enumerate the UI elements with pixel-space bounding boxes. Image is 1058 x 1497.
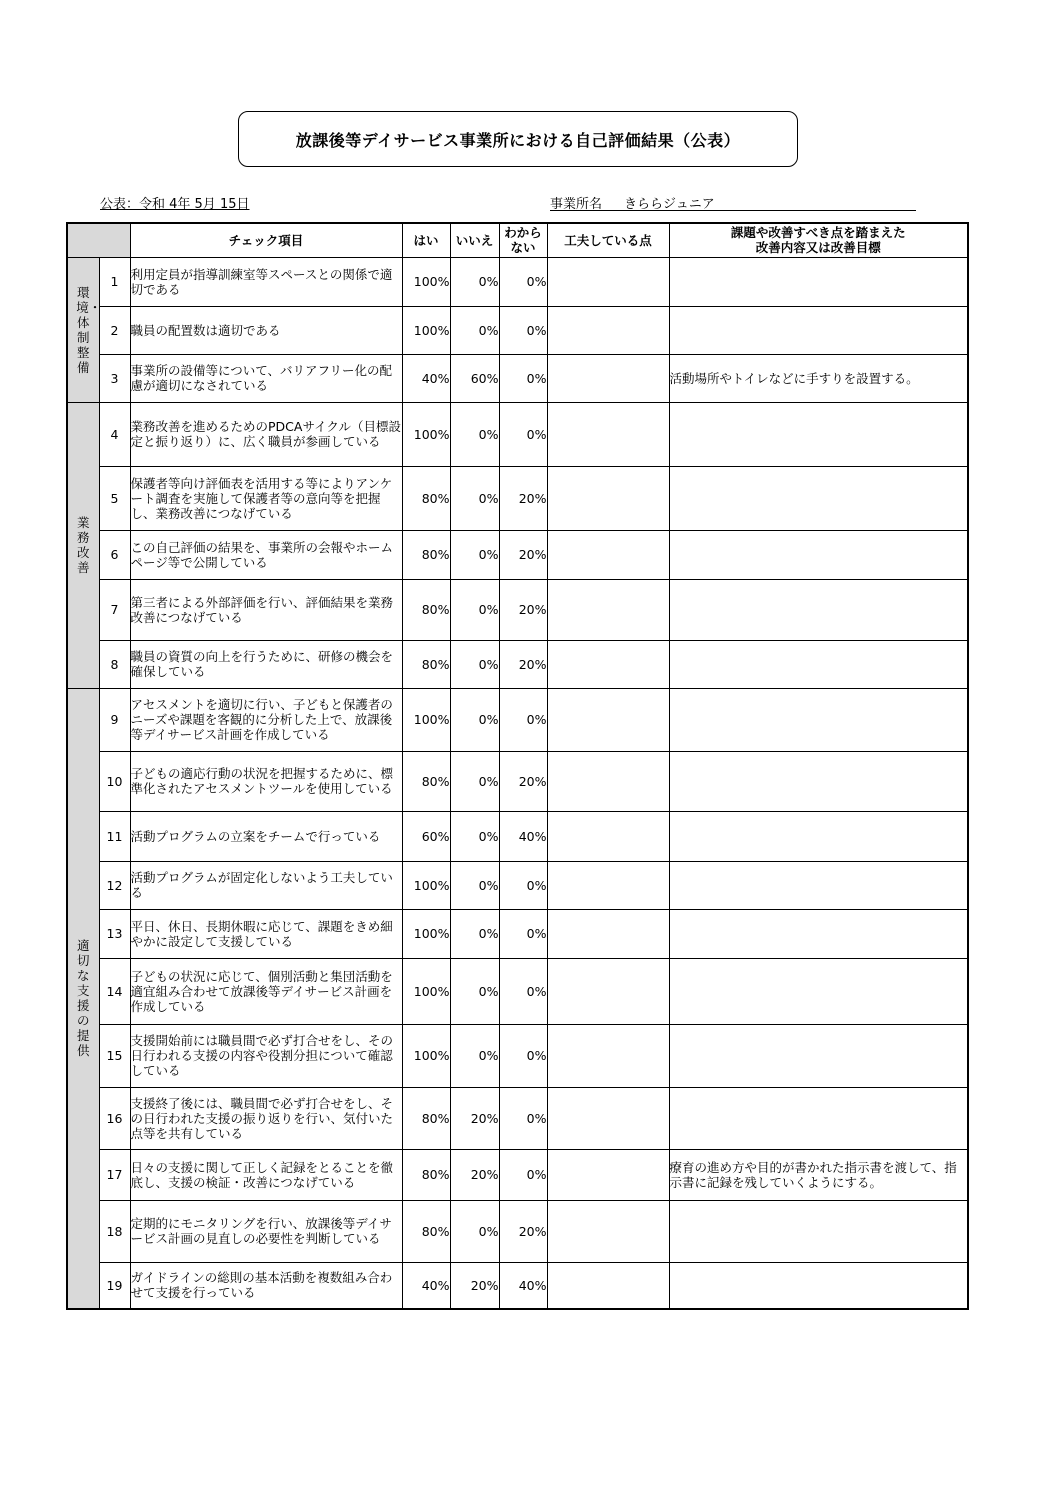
evaluation-table [66, 222, 969, 1310]
improvement-cell [669, 688, 968, 751]
yes-percent: 100% [402, 1024, 450, 1087]
effort-cell [547, 579, 669, 640]
header-improvement-line2: 改善内容又は改善目標 [755, 240, 881, 256]
yes-percent: 100% [402, 861, 450, 909]
improvement-cell [669, 306, 968, 354]
yes-percent: 40% [402, 1262, 450, 1309]
yes-percent: 80% [402, 579, 450, 640]
no-percent: 0% [450, 1024, 499, 1087]
header-effort: 工夫している点 [547, 223, 669, 257]
page-title: 放課後等デイサービス事業所における自己評価結果（公表） [238, 111, 798, 167]
table-row [67, 1149, 968, 1200]
yes-percent: 100% [402, 958, 450, 1024]
row-number: 2 [99, 306, 130, 354]
header-improvement [669, 223, 968, 257]
yes-percent: 100% [402, 402, 450, 466]
header-check-item: チェック項目 [130, 223, 402, 257]
check-item: 保護者等向け評価表を活用する等によりアンケート調査を実施して保護者等の意向等を把握し、業務改善につなげている [130, 466, 402, 530]
table-row [67, 466, 968, 530]
effort-cell [547, 306, 669, 354]
unknown-percent: 0% [499, 688, 547, 751]
effort-cell [547, 751, 669, 811]
table-row [67, 811, 968, 861]
check-item: 業務改善を進めるためのPDCAサイクル（目標設定と振り返り）に、広く職員が参画している [130, 402, 402, 466]
row-number: 4 [99, 402, 130, 466]
row-number: 6 [99, 530, 130, 579]
no-percent: 0% [450, 751, 499, 811]
effort-cell [547, 811, 669, 861]
improvement-cell [669, 751, 968, 811]
no-percent: 0% [450, 530, 499, 579]
row-number: 14 [99, 958, 130, 1024]
no-percent: 0% [450, 306, 499, 354]
improvement-cell [669, 1024, 968, 1087]
row-number: 8 [99, 640, 130, 688]
table-row [67, 257, 968, 306]
check-item: 利用定員が指導訓練室等スペースとの関係で適切である [130, 257, 402, 306]
check-item: 職員の資質の向上を行うために、研修の機会を確保している [130, 640, 402, 688]
row-number: 18 [99, 1200, 130, 1262]
effort-cell [547, 466, 669, 530]
check-item: 子どもの適応行動の状況を把握するために、標準化されたアセスメントツールを使用している [130, 751, 402, 811]
check-item: この自己評価の結果を、事業所の会報やホームページ等で公開している [130, 530, 402, 579]
publication-date: 公表：令和 4年 5月 15日 [100, 197, 250, 212]
row-number: 11 [99, 811, 130, 861]
row-number: 12 [99, 861, 130, 909]
unknown-percent: 0% [499, 958, 547, 1024]
unknown-percent: 20% [499, 579, 547, 640]
table-row [67, 530, 968, 579]
improvement-cell [669, 958, 968, 1024]
effort-cell [547, 257, 669, 306]
improvement-cell [669, 861, 968, 909]
no-percent: 60% [450, 354, 499, 402]
check-item: 平日、休日、長期休暇に応じて、課題をきめ細やかに設定して支援している [130, 909, 402, 958]
yes-percent: 100% [402, 909, 450, 958]
improvement-cell [669, 1200, 968, 1262]
row-number: 19 [99, 1262, 130, 1309]
improvement-cell [669, 579, 968, 640]
check-item: 支援終了後には、職員間で必ず打合せをし、その日行われた支援の振り返りを行い、気付いた点等を共有している [130, 1087, 402, 1149]
unknown-percent: 20% [499, 751, 547, 811]
row-number: 13 [99, 909, 130, 958]
yes-percent: 80% [402, 1149, 450, 1200]
effort-cell [547, 1024, 669, 1087]
no-percent: 0% [450, 958, 499, 1024]
table-row [67, 861, 968, 909]
table-row [67, 909, 968, 958]
unknown-percent: 0% [499, 1149, 547, 1200]
no-percent: 20% [450, 1087, 499, 1149]
header-no: いいえ [450, 223, 499, 257]
header-yes: はい [402, 223, 450, 257]
table-row [67, 1200, 968, 1262]
unknown-percent: 20% [499, 640, 547, 688]
improvement-cell [669, 811, 968, 861]
unknown-percent: 0% [499, 909, 547, 958]
category-label: 適切な支援の提供 [76, 938, 90, 1059]
table-row [67, 688, 968, 751]
yes-percent: 100% [402, 306, 450, 354]
yes-percent: 80% [402, 640, 450, 688]
check-item: アセスメントを適切に行い、子どもと保護者のニーズや課題を客観的に分析した上で、放課後等デイサービス計画を作成している [130, 688, 402, 751]
yes-percent: 40% [402, 354, 450, 402]
no-percent: 20% [450, 1262, 499, 1309]
effort-cell [547, 1087, 669, 1149]
office-name: きららジュニア [624, 197, 715, 212]
check-item: 事業所の設備等について、バリアフリー化の配慮が適切になされている [130, 354, 402, 402]
improvement-cell [669, 257, 968, 306]
effort-cell [547, 530, 669, 579]
effort-cell [547, 1149, 669, 1200]
check-item: 定期的にモニタリングを行い、放課後等デイサービス計画の見直しの必要性を判断している [130, 1200, 402, 1262]
unknown-percent: 20% [499, 530, 547, 579]
table-row [67, 402, 968, 466]
check-item: 第三者による外部評価を行い、評価結果を業務改善につなげている [130, 579, 402, 640]
header-unknown: わからない [499, 223, 547, 257]
check-item: 活動プログラムの立案をチームで行っている [130, 811, 402, 861]
table-row [67, 1262, 968, 1309]
yes-percent: 80% [402, 466, 450, 530]
improvement-cell [669, 1087, 968, 1149]
yes-percent: 60% [402, 811, 450, 861]
table-row [67, 1024, 968, 1087]
no-percent: 0% [450, 466, 499, 530]
effort-cell [547, 861, 669, 909]
effort-cell [547, 1200, 669, 1262]
effort-cell [547, 354, 669, 402]
unknown-percent: 0% [499, 306, 547, 354]
table-row [67, 640, 968, 688]
no-percent: 0% [450, 909, 499, 958]
yes-percent: 80% [402, 1087, 450, 1149]
category-label: 業務改善 [76, 515, 90, 575]
improvement-cell [669, 640, 968, 688]
unknown-percent: 0% [499, 257, 547, 306]
table-row [67, 306, 968, 354]
table-row [67, 1087, 968, 1149]
row-number: 1 [99, 257, 130, 306]
effort-cell [547, 909, 669, 958]
improvement-cell: 活動場所やトイレなどに手すりを設置する。 [669, 354, 968, 402]
no-percent: 0% [450, 811, 499, 861]
row-number: 17 [99, 1149, 130, 1200]
no-percent: 0% [450, 402, 499, 466]
no-percent: 0% [450, 861, 499, 909]
category-appropriate-support [67, 688, 99, 1309]
effort-cell [547, 402, 669, 466]
effort-cell [547, 688, 669, 751]
check-item: 活動プログラムが固定化しないよう工夫している [130, 861, 402, 909]
effort-cell [547, 640, 669, 688]
improvement-cell [669, 402, 968, 466]
yes-percent: 100% [402, 688, 450, 751]
no-percent: 0% [450, 1200, 499, 1262]
unknown-percent: 20% [499, 466, 547, 530]
improvement-cell [669, 530, 968, 579]
check-item: 子どもの状況に応じて、個別活動と集団活動を適宜組み合わせて放課後等デイサービス計画を作成している [130, 958, 402, 1024]
office-name-field [550, 193, 916, 211]
unknown-percent: 40% [499, 1262, 547, 1309]
yes-percent: 80% [402, 1200, 450, 1262]
category-environment [67, 257, 102, 402]
row-number: 7 [99, 579, 130, 640]
table-row [67, 579, 968, 640]
unknown-percent: 40% [499, 811, 547, 861]
table-row [67, 354, 968, 402]
row-number: 5 [99, 466, 130, 530]
unknown-percent: 0% [499, 1024, 547, 1087]
improvement-cell [669, 466, 968, 530]
row-number: 10 [99, 751, 130, 811]
row-number: 9 [99, 688, 130, 751]
no-percent: 0% [450, 579, 499, 640]
header-blank [67, 223, 130, 257]
table-header-row [67, 223, 968, 257]
yes-percent: 100% [402, 257, 450, 306]
unknown-percent: 0% [499, 1087, 547, 1149]
row-number: 15 [99, 1024, 130, 1087]
yes-percent: 80% [402, 751, 450, 811]
table-row [67, 958, 968, 1024]
check-item: 職員の配置数は適切である [130, 306, 402, 354]
improvement-cell [669, 909, 968, 958]
check-item: ガイドラインの総則の基本活動を複数組み合わせて支援を行っている [130, 1262, 402, 1309]
header-improvement-line1: 課題や改善すべき点を踏まえた [730, 225, 906, 241]
no-percent: 20% [450, 1149, 499, 1200]
row-number: 16 [99, 1087, 130, 1149]
improvement-cell: 療育の進め方や目的が書かれた指示書を渡して、指示書に記録を残していくようにする。 [669, 1149, 968, 1200]
category-label: 環境・体制整備 [76, 284, 102, 375]
effort-cell [547, 1262, 669, 1309]
check-item: 支援開始前には職員間で必ず打合せをし、その日行われる支援の内容や役割分担について確認している [130, 1024, 402, 1087]
unknown-percent: 0% [499, 354, 547, 402]
yes-percent: 80% [402, 530, 450, 579]
no-percent: 0% [450, 688, 499, 751]
office-label: 事業所名 [550, 197, 603, 212]
check-item: 日々の支援に関して正しく記録をとることを徹底し、支援の検証・改善につなげている [130, 1149, 402, 1200]
no-percent: 0% [450, 257, 499, 306]
table-row [67, 751, 968, 811]
improvement-cell [669, 1262, 968, 1309]
no-percent: 0% [450, 640, 499, 688]
unknown-percent: 20% [499, 1200, 547, 1262]
unknown-percent: 0% [499, 861, 547, 909]
row-number: 3 [99, 354, 130, 402]
effort-cell [547, 958, 669, 1024]
category-business-improvement [67, 402, 99, 688]
unknown-percent: 0% [499, 402, 547, 466]
